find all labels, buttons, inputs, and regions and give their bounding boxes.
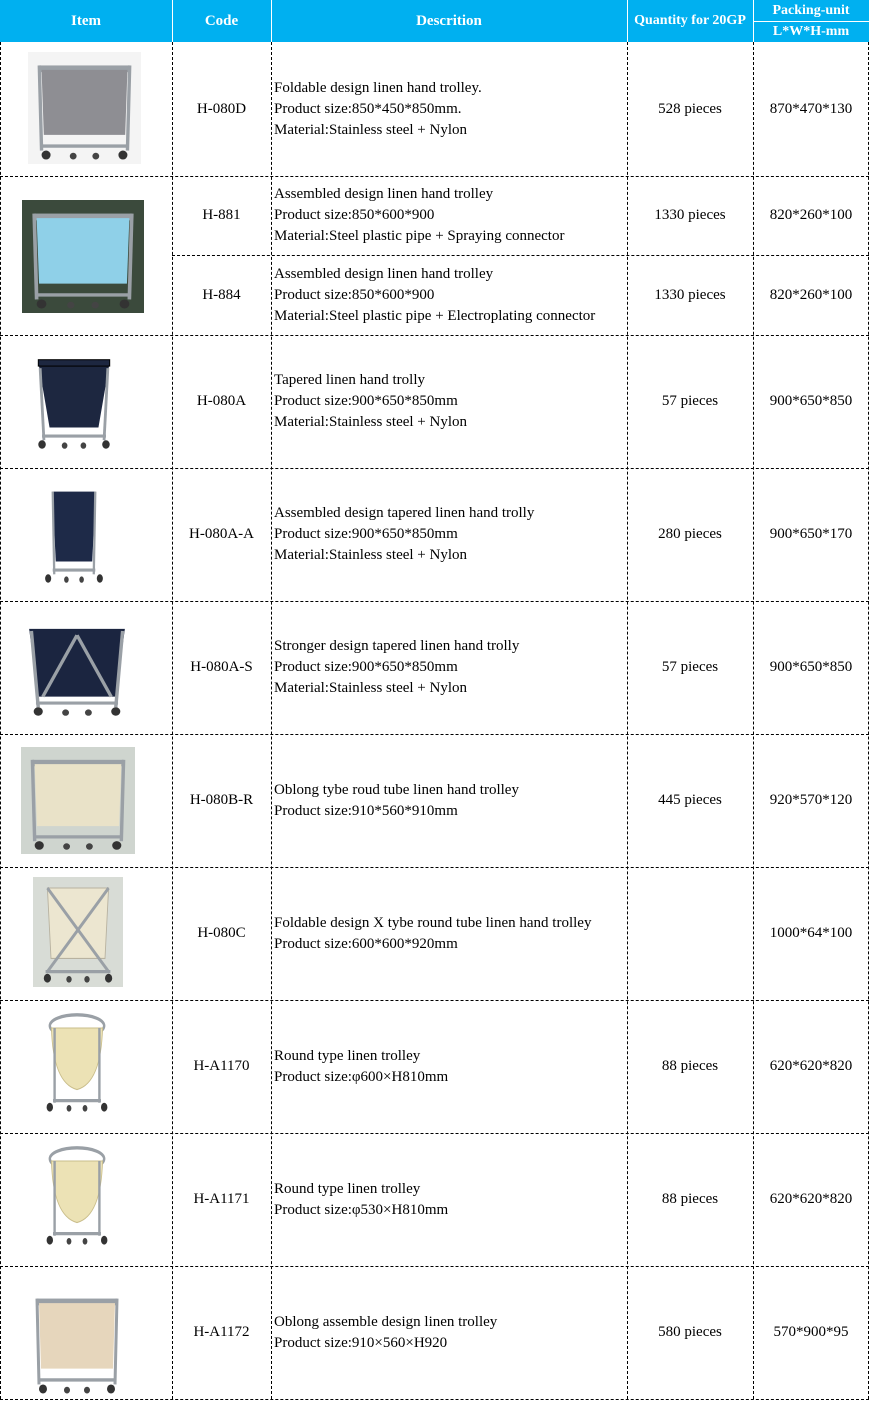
description-lines: [274, 184, 564, 247]
round-beige-trolley-small-photo-graphic: [37, 1139, 117, 1249]
product-description: [271, 1266, 627, 1399]
grid-horizontal-line: [0, 335, 869, 336]
header-quantity: Quantity for 20GP: [627, 0, 753, 42]
product-description: [271, 601, 627, 734]
description-line: Product size:600*600*920mm: [274, 935, 458, 952]
description-line: Product size:φ530×H810mm: [274, 1201, 449, 1218]
product-quantity: 528 pieces: [658, 100, 722, 117]
grid-vertical-line: [271, 42, 272, 1399]
description-line: Product size:900*650*850mm: [274, 393, 458, 409]
product-quantity: 445 pieces: [658, 792, 722, 808]
description-line: Assembled design tapered linen hand trolly: [274, 505, 535, 521]
grid-vertical-line: [172, 42, 173, 1399]
description-line: Oblong assemble design linen trolley: [274, 1313, 498, 1330]
grid-horizontal-line: [0, 601, 869, 602]
description-line: Oblong tybe roud tube linen hand trolley: [274, 781, 519, 798]
light-blue-linen-trolley-photo: [22, 200, 144, 313]
grid-horizontal-line: [0, 734, 869, 735]
description-line: Product size:910×560×H920: [274, 1334, 448, 1351]
description-line: Product size:910*560*910mm: [274, 802, 458, 819]
beige-assembled-trolley-photo-graphic: [27, 1285, 127, 1398]
product-packing: 900*650*170: [769, 526, 853, 542]
navy-tapered-trolley-photo-graphic: [27, 347, 121, 453]
product-code: H-881: [202, 207, 241, 223]
product-description: [271, 1000, 627, 1133]
gray-linen-trolley-photo-graphic: [28, 52, 141, 164]
header-packing-divider: [753, 21, 869, 22]
description-lines: [274, 1312, 497, 1354]
product-packing: 900*650*850: [769, 393, 853, 409]
description-lines: [274, 780, 519, 822]
beige-x-frame-trolley-photo-graphic: [33, 877, 123, 987]
product-code: H-080C: [197, 925, 246, 941]
product-quantity: 580 pieces: [658, 1324, 722, 1340]
navy-tapered-trolley-photo: [27, 347, 121, 453]
description-lines: [274, 1179, 448, 1221]
header-code: Code: [172, 0, 271, 42]
product-description: [271, 176, 627, 255]
gray-linen-trolley-photo: [28, 52, 141, 164]
product-packing: 1000*64*100: [769, 925, 853, 941]
navy-assembled-trolley-photo-graphic: [36, 481, 112, 587]
description-line: Material:Stainless steel + Nylon: [274, 547, 468, 563]
description-line: Assembled design linen hand trolley: [274, 186, 494, 202]
grid-horizontal-line: [0, 1133, 869, 1134]
description-line: Material:Stainless steel + Nylon: [274, 680, 468, 696]
product-description: [271, 255, 627, 335]
description-lines: [274, 264, 595, 327]
header-divider: [627, 0, 628, 42]
description-line: Tapered linen hand trolly: [274, 372, 425, 388]
description-line: Foldable design linen hand trolley.: [274, 79, 482, 96]
header-item: Item: [0, 0, 172, 42]
header-divider: [753, 0, 754, 42]
product-quantity: 280 pieces: [658, 526, 722, 542]
light-blue-linen-trolley-photo-graphic: [22, 200, 144, 313]
product-packing: 820*260*100: [769, 207, 853, 223]
product-quantity: 88 pieces: [661, 1191, 719, 1207]
beige-oblong-trolley-photo-graphic: [21, 747, 135, 854]
product-description: [271, 335, 627, 468]
grid-vertical-line: [753, 42, 754, 1399]
product-description: [271, 1133, 627, 1266]
product-code: H-A1170: [193, 1058, 250, 1074]
description-lines: [274, 636, 519, 699]
product-description: [271, 734, 627, 867]
product-quantity: [627, 867, 753, 1000]
description-line: Material:Steel plastic pipe + Spraying connector: [274, 228, 565, 244]
description-line: Product size:850*600*900: [274, 207, 435, 223]
description-lines: [274, 1046, 448, 1088]
product-packing: 570*900*95: [773, 1324, 849, 1340]
product-description: [271, 468, 627, 601]
header-description: Descrition: [271, 0, 627, 42]
description-line: Round type linen trolley: [274, 1180, 421, 1197]
header-divider: [172, 0, 173, 42]
grid-vertical-line: [627, 42, 628, 1399]
product-quantity: 57 pieces: [661, 393, 719, 409]
description-line: Product size:850*450*850mm.: [274, 100, 462, 117]
product-packing: 620*620*820: [769, 1058, 853, 1074]
description-line: Foldable design X tybe round tube linen hand trolley: [274, 914, 592, 931]
grid-horizontal-line: [0, 468, 869, 469]
grid-horizontal-line: [0, 1000, 869, 1001]
beige-oblong-trolley-photo: [21, 747, 135, 854]
grid-horizontal-line: [0, 867, 869, 868]
description-line: Product size:φ600×H810mm: [274, 1068, 449, 1085]
description-line: Stronger design tapered linen hand trolly: [274, 638, 520, 654]
description-lines: [274, 913, 591, 955]
grid-horizontal-line: [0, 1266, 869, 1267]
product-code: H-080D: [196, 100, 247, 117]
description-line: Material:Steel plastic pipe + Electroplating connector: [274, 307, 596, 324]
header-divider: [271, 0, 272, 42]
grid-horizontal-line: [0, 176, 869, 177]
description-line: Assembled design linen hand trolley: [274, 265, 494, 282]
grid-horizontal-line: [0, 1399, 869, 1400]
product-code: H-080A-A: [189, 526, 254, 542]
description-lines: [274, 503, 534, 566]
description-line: Product size:900*650*850mm: [274, 526, 458, 542]
round-beige-trolley-photo: [37, 1006, 117, 1116]
description-lines: [274, 78, 482, 141]
product-code: H-080B-R: [189, 792, 254, 808]
description-lines: [274, 370, 467, 433]
header-packing-unit: Packing-unit: [753, 0, 869, 21]
description-line: Material:Stainless steel + Nylon: [274, 414, 468, 430]
product-code: H-884: [202, 286, 241, 303]
navy-assembled-trolley-photo: [36, 481, 112, 587]
product-packing: 620*620*820: [769, 1191, 853, 1207]
navy-stronger-trolley-photo: [20, 614, 134, 720]
product-quantity: 1330 pieces: [654, 286, 726, 303]
product-description: [271, 42, 627, 176]
product-packing: 820*260*100: [769, 286, 853, 303]
product-code: H-A1172: [193, 1324, 250, 1340]
header-packing-dimensions: L*W*H-mm: [753, 22, 869, 42]
description-line: Product size:900*650*850mm: [274, 659, 458, 675]
product-quantity: 88 pieces: [661, 1058, 719, 1074]
round-beige-trolley-photo-graphic: [37, 1006, 117, 1116]
product-quantity: 1330 pieces: [654, 207, 726, 223]
product-code: H-A1171: [193, 1191, 250, 1207]
product-code: H-080A-S: [190, 659, 253, 675]
product-packing: 870*470*130: [769, 100, 853, 117]
beige-x-frame-trolley-photo: [33, 877, 123, 987]
product-code: H-080A: [196, 393, 247, 409]
description-line: Product size:850*600*900: [274, 286, 435, 303]
round-beige-trolley-small-photo: [37, 1139, 117, 1249]
description-line: Round type linen trolley: [274, 1047, 421, 1064]
product-packing: 900*650*850: [769, 659, 853, 675]
product-packing: 920*570*120: [769, 792, 853, 808]
description-line: Material:Stainless steel + Nylon: [274, 121, 468, 138]
beige-assembled-trolley-photo: [27, 1285, 127, 1398]
product-quantity: 57 pieces: [661, 659, 719, 675]
navy-stronger-trolley-photo-graphic: [20, 614, 134, 720]
grid-horizontal-line: [172, 255, 869, 256]
product-description: [271, 867, 627, 1000]
grid-vertical-line: [0, 42, 1, 1399]
